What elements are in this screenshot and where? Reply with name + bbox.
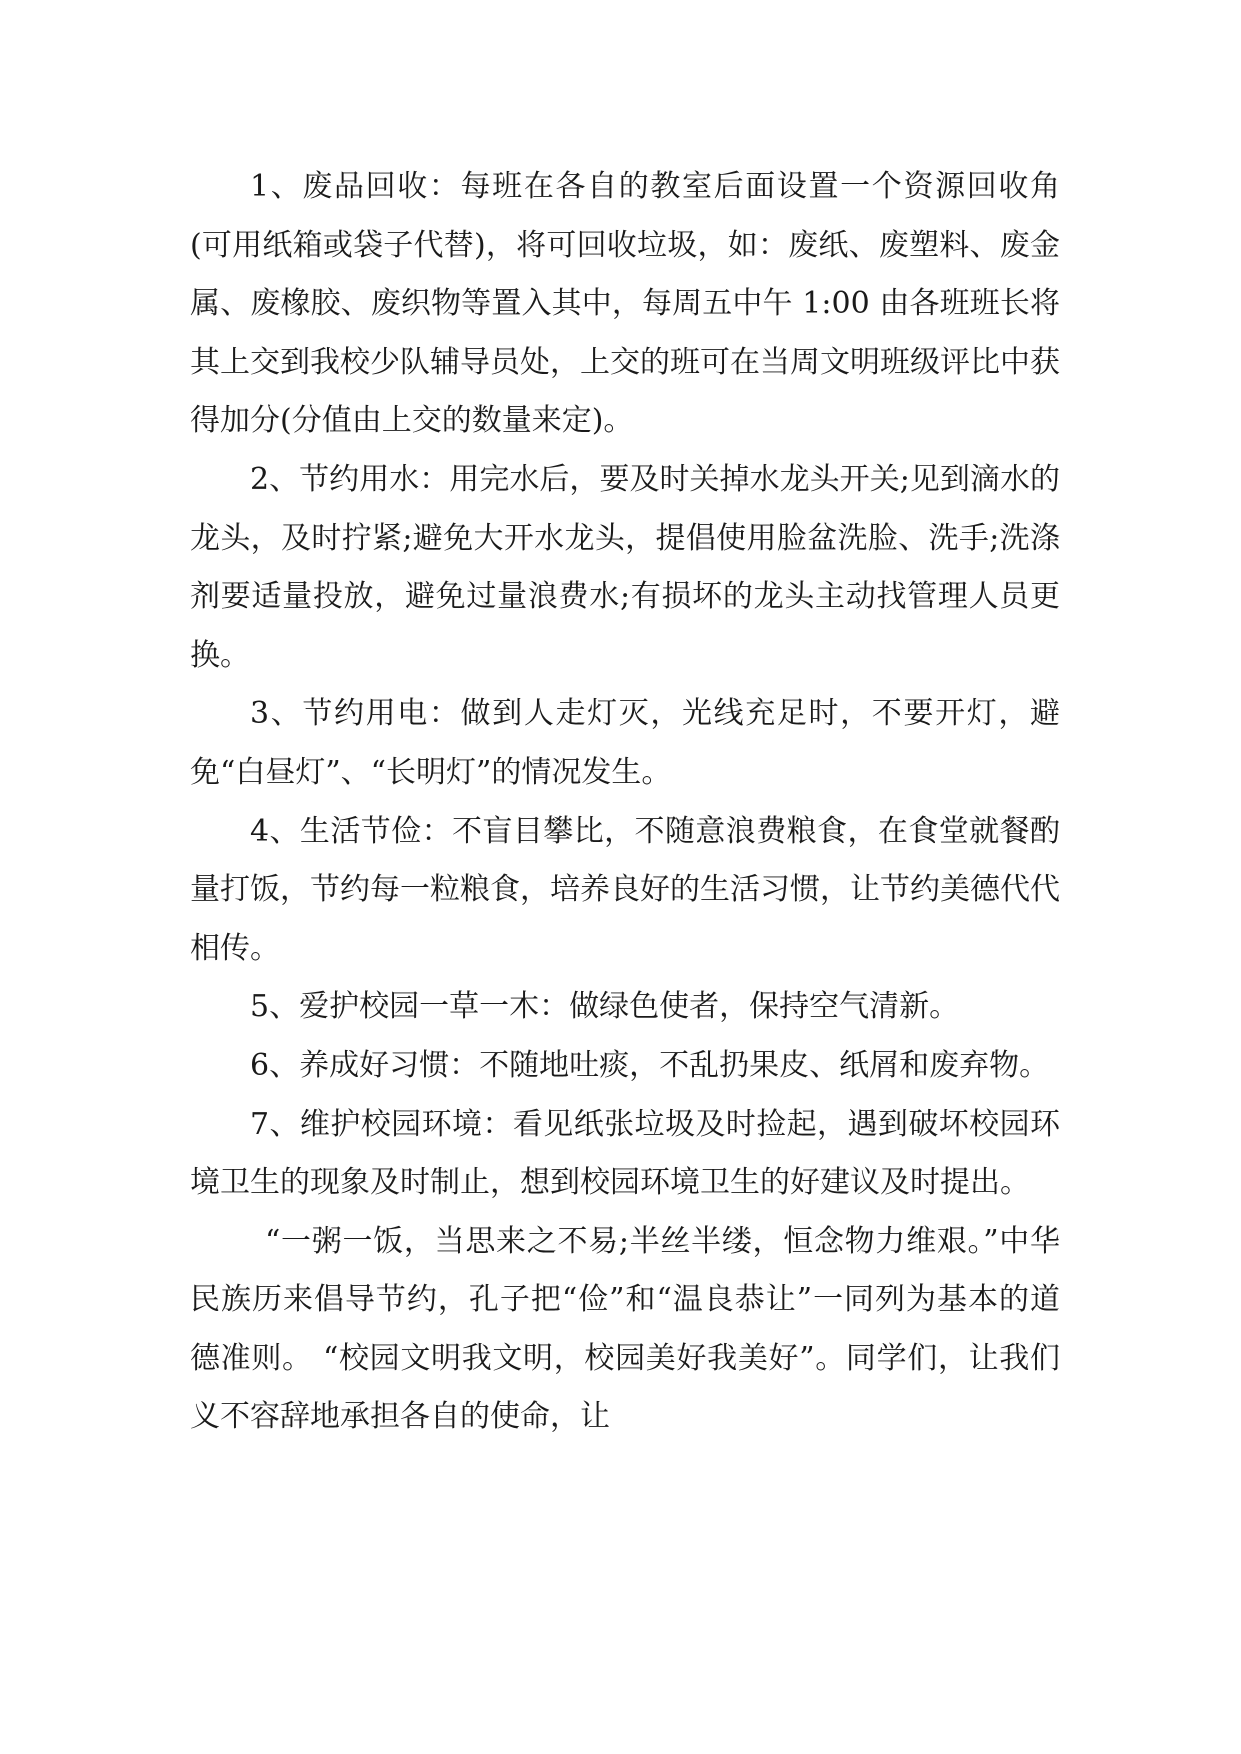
paragraph-save-water: 2、节约用水：用完水后，要及时关掉水龙头开关;见到滴水的龙头，及时拧紧;避免大开水龙头，提倡使用脸盆洗脸、洗手;洗涤剂要适量投放，避免过量浪费水;有损坏的龙头主动找管理人员更换。 [190, 461, 1060, 673]
paragraph-save-electricity: 3、节约用电：做到人走灯灭，光线充足时，不要开灯，避免“白昼灯”、“长明灯”的情况发生。 [190, 696, 1060, 790]
paragraph-protect-plants: 5、爱护校园一草一木：做绿色使者，保持空气清新。 [250, 989, 960, 1025]
paragraph-waste-recycling: 1、废品回收：每班在各自的教室后面设置一个资源回收角(可用纸箱或袋子代替)，将可回收垃圾，如：废纸、废塑料、废金属、废橡胶、废织物等置入其中，每周五中午 1:00 由各班班长将其上交到我校少队辅导员处，上交的班可在当周文明班级评比中获得加分(分值由上交的数量来定)。 [190, 169, 1060, 439]
paragraph-frugal-living: 4、生活节俭：不盲目攀比，不随意浪费粮食，在食堂就餐酌量打饭，节约每一粒粮食，培养良好的生活习惯，让节约美德代代相传。 [190, 813, 1060, 966]
paragraph-campus-environment: 7、维护校园环境：看见纸张垃圾及时捡起，遇到破坏校园环境卫生的现象及时制止，想到校园环境卫生的好建议及时提出。 [190, 1106, 1060, 1201]
paragraph-good-habits: 6、养成好习惯：不随地吐痰，不乱扔果皮、纸屑和废弃物。 [250, 1047, 1050, 1083]
document-body [190, 158, 1060, 1447]
paragraph-closing-quote: “一粥一饭，当思来之不易;半丝半缕，恒念物力维艰。”中华民族历来倡导节约，孔子把“俭”和“温良恭让”一同列为基本的道德准则。 “校园文明我文明，校园美好我美好”。同学们，让我们义不容辞地承担各自的使命，让 [190, 1223, 1060, 1435]
